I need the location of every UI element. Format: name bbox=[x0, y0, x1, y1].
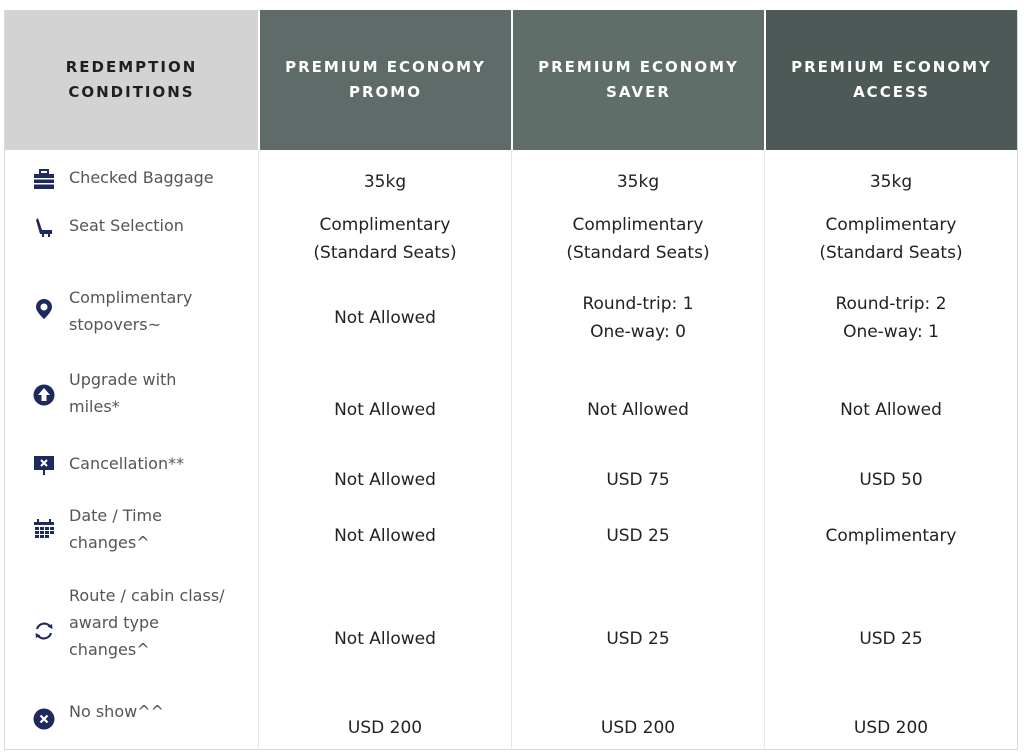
value-cell-saver bbox=[511, 496, 764, 576]
value-cell-promo bbox=[258, 276, 511, 360]
value-text: USD 50 bbox=[859, 470, 923, 490]
location-pin-icon bbox=[33, 298, 55, 320]
header-tier-access-line1: PREMIUM ECONOMY bbox=[791, 58, 992, 76]
value-text: Not Allowed bbox=[840, 400, 942, 420]
table-row bbox=[5, 686, 1017, 750]
condition-label-line: Date / Time bbox=[69, 506, 162, 525]
upgrade-arrow-icon bbox=[33, 384, 55, 406]
condition-label-line: Route / cabin class/ bbox=[69, 586, 225, 605]
condition-cell bbox=[5, 686, 258, 750]
value-cell-promo bbox=[258, 496, 511, 576]
value-text: Complimentary bbox=[319, 215, 451, 235]
refresh-icon bbox=[33, 620, 55, 642]
value-cell-saver bbox=[511, 360, 764, 440]
condition-label-line: award type bbox=[69, 613, 159, 632]
table-row bbox=[5, 276, 1017, 360]
value-text: Not Allowed bbox=[334, 629, 436, 649]
value-text: Not Allowed bbox=[334, 308, 436, 328]
header-tier-promo-line1: PREMIUM ECONOMY bbox=[285, 58, 486, 76]
value-cell-saver bbox=[511, 202, 764, 276]
value-cell-access bbox=[764, 576, 1017, 686]
value-text: USD 200 bbox=[853, 718, 929, 738]
condition-cell bbox=[5, 202, 258, 276]
header-conditions bbox=[5, 10, 258, 150]
value-text: (Standard Seats) bbox=[313, 243, 457, 263]
condition-label-line: No show^^ bbox=[69, 702, 165, 721]
condition-label-line: Complimentary bbox=[69, 288, 193, 307]
header-tier-saver-line1: PREMIUM ECONOMY bbox=[538, 58, 739, 76]
no-show-icon bbox=[33, 708, 55, 730]
table-row bbox=[5, 440, 1017, 496]
value-text: USD 25 bbox=[606, 526, 670, 546]
value-text: Not Allowed bbox=[334, 526, 436, 546]
value-cell-saver bbox=[511, 276, 764, 360]
value-cell-access bbox=[764, 150, 1017, 202]
value-text: Round-trip: 2 bbox=[835, 294, 947, 314]
condition-label bbox=[69, 284, 192, 338]
header-tier-saver-line2: SAVER bbox=[606, 83, 671, 101]
value-cell-access bbox=[764, 440, 1017, 496]
table-row bbox=[5, 150, 1017, 202]
condition-label bbox=[69, 502, 162, 556]
value-cell-saver bbox=[511, 686, 764, 750]
header-tier-promo-line2: PROMO bbox=[349, 83, 422, 101]
value-text: Not Allowed bbox=[334, 470, 436, 490]
value-text: Not Allowed bbox=[334, 400, 436, 420]
condition-cell bbox=[5, 496, 258, 576]
value-cell-promo bbox=[258, 686, 511, 750]
condition-label bbox=[69, 582, 225, 663]
calendar-icon bbox=[33, 518, 55, 540]
value-text: Complimentary bbox=[825, 526, 957, 546]
condition-label-line: changes^ bbox=[69, 640, 150, 659]
value-cell-promo bbox=[258, 360, 511, 440]
value-text: Not Allowed bbox=[587, 400, 689, 420]
condition-label-line: miles* bbox=[69, 397, 120, 416]
baggage-icon bbox=[33, 168, 55, 190]
value-cell-access bbox=[764, 276, 1017, 360]
condition-label bbox=[69, 366, 176, 420]
value-text: USD 200 bbox=[600, 718, 676, 738]
value-text: (Standard Seats) bbox=[819, 243, 963, 263]
value-text: One-way: 0 bbox=[590, 322, 686, 342]
condition-label bbox=[69, 212, 184, 239]
header-tier-promo bbox=[258, 10, 511, 150]
value-cell-promo bbox=[258, 576, 511, 686]
value-text: Complimentary bbox=[825, 215, 957, 235]
condition-label-line: changes^ bbox=[69, 533, 150, 552]
value-text: USD 25 bbox=[606, 629, 670, 649]
condition-label-line: Cancellation** bbox=[69, 454, 185, 473]
condition-cell bbox=[5, 440, 258, 496]
header-tier-saver bbox=[511, 10, 764, 150]
header-tier-access-line2: ACCESS bbox=[853, 83, 930, 101]
value-text: One-way: 1 bbox=[843, 322, 939, 342]
table-row bbox=[5, 496, 1017, 576]
table-row bbox=[5, 576, 1017, 686]
header-tier-access bbox=[764, 10, 1017, 150]
redemption-conditions-table bbox=[4, 10, 1018, 750]
condition-cell bbox=[5, 360, 258, 440]
value-text: 35kg bbox=[616, 172, 660, 192]
condition-cell bbox=[5, 150, 258, 202]
value-cell-saver bbox=[511, 576, 764, 686]
condition-label-line: Checked Baggage bbox=[69, 168, 214, 187]
table-row bbox=[5, 202, 1017, 276]
condition-cell bbox=[5, 276, 258, 360]
value-cell-promo bbox=[258, 202, 511, 276]
header-conditions-line2: CONDITIONS bbox=[68, 83, 195, 101]
header-conditions-line1: REDEMPTION bbox=[65, 58, 198, 76]
condition-cell bbox=[5, 576, 258, 686]
condition-label bbox=[69, 698, 164, 725]
value-cell-saver bbox=[511, 150, 764, 202]
value-cell-access bbox=[764, 360, 1017, 440]
value-cell-access bbox=[764, 686, 1017, 750]
table-row bbox=[5, 360, 1017, 440]
value-text: (Standard Seats) bbox=[566, 243, 710, 263]
value-text: USD 200 bbox=[347, 718, 423, 738]
condition-label-line: Upgrade with bbox=[69, 370, 177, 389]
condition-label bbox=[69, 164, 214, 191]
value-text: 35kg bbox=[869, 172, 913, 192]
value-text: USD 75 bbox=[606, 470, 670, 490]
condition-label bbox=[69, 450, 184, 477]
value-text: Complimentary bbox=[572, 215, 704, 235]
value-cell-promo bbox=[258, 150, 511, 202]
seat-icon bbox=[33, 216, 55, 238]
table-body bbox=[5, 150, 1017, 750]
condition-label-line: stopovers~ bbox=[69, 315, 161, 334]
value-text: 35kg bbox=[363, 172, 407, 192]
value-cell-access bbox=[764, 202, 1017, 276]
table-header-row bbox=[5, 10, 1017, 150]
cancellation-icon bbox=[33, 454, 55, 476]
value-cell-saver bbox=[511, 440, 764, 496]
value-cell-access bbox=[764, 496, 1017, 576]
value-text: Round-trip: 1 bbox=[582, 294, 694, 314]
value-cell-promo bbox=[258, 440, 511, 496]
value-text: USD 25 bbox=[859, 629, 923, 649]
condition-label-line: Seat Selection bbox=[69, 216, 184, 235]
